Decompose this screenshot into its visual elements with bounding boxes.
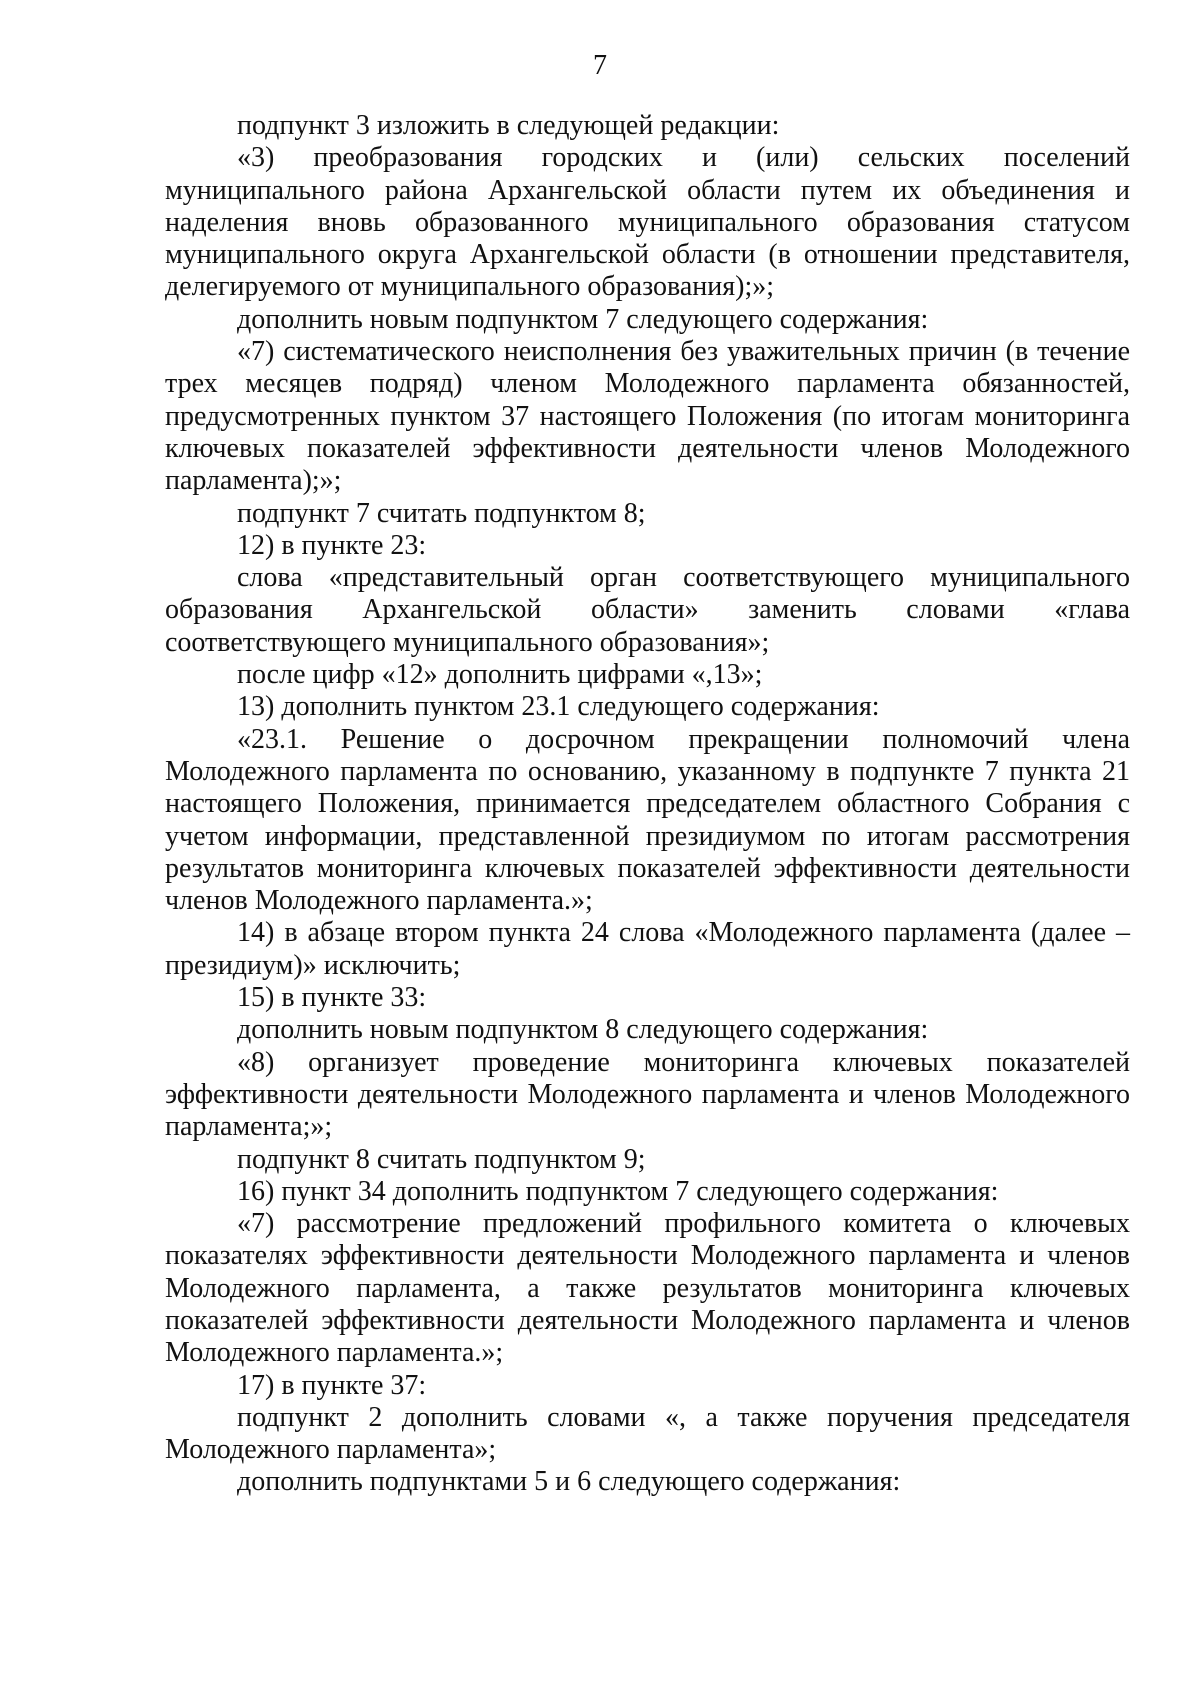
document-body <box>165 110 1130 1499</box>
paragraph: подпункт 3 изложить в следующей редакции: <box>237 110 780 141</box>
paragraph: «7) рассмотрение предложений профильного комитета о ключевых показателях эффективности деятельности Молодежного парламента и членов Молодежного парламента, а также результатов мониторинга ключевых показателей эффективности деятельности Молодежного парламента и членов Молодежного парламента.»; <box>165 1208 1130 1369</box>
paragraph: дополнить новым подпунктом 8 следующего содержания: <box>237 1014 929 1046</box>
paragraph: подпункт 2 дополнить словами «, а также поручения председателя Молодежного парламента»; <box>165 1401 1130 1466</box>
paragraph: подпункт 8 считать подпунктом 9; <box>237 1143 646 1175</box>
paragraph: после цифр «12» дополнить цифрами «,13»; <box>237 659 763 691</box>
paragraph: «3) преобразования городских и (или) сельских поселений муниципального района Архангельской области путем их объединения и наделения вновь образованного муниципального образования статусом муниципального округа Архангельской области (в отношении представителя, делегируемого от муниципального образования);»; <box>165 142 1130 303</box>
paragraph: слова «представительный орган соответствующего муниципального образования Архангельской области» заменить словами «глава соответствующего муниципального образования»; <box>165 562 1130 658</box>
paragraph: «8) организует проведение мониторинга ключевых показателей эффективности деятельности Молодежного парламента и членов Молодежного парламента;»; <box>165 1046 1130 1143</box>
paragraph: «23.1. Решение о досрочном прекращении полномочий члена Молодежного парламента по основанию, указанному в подпункте 7 пункта 21 настоящего Положения, принимается председателем областного Собрания с учетом информации, представленной президиумом по итогам рассмотрения результатов мониторинга ключевых показателей эффективности деятельности членов Молодежного парламента.»; <box>165 723 1130 917</box>
paragraph: «7) систематического неисполнения без уважительных причин (в течение трех месяцев подряд) членом Молодежного парламента обязанностей, предусмотренных пунктом 37 настоящего Положения (по итогам мониторинга ключевых показателей эффективности деятельности членов Молодежного парламента);»; <box>165 336 1130 497</box>
page-number: 7 <box>593 50 607 81</box>
paragraph: дополнить подпунктами 5 и 6 следующего содержания: <box>237 1466 901 1498</box>
paragraph: 12) в пункте 23: <box>237 529 427 561</box>
paragraph: 13) дополнить пунктом 23.1 следующего содержания: <box>237 691 880 723</box>
paragraph: 14) в абзаце втором пункта 24 слова «Молодежного парламента (далее – президиум)» исключить; <box>165 917 1130 981</box>
paragraph: 16) пункт 34 дополнить подпунктом 7 следующего содержания: <box>237 1175 999 1207</box>
paragraph: дополнить новым подпунктом 7 следующего содержания: <box>237 303 929 335</box>
paragraph: 17) в пункте 37: <box>237 1369 427 1401</box>
paragraph: подпункт 7 считать подпунктом 8; <box>237 497 646 529</box>
paragraph: 15) в пункте 33: <box>237 982 427 1014</box>
